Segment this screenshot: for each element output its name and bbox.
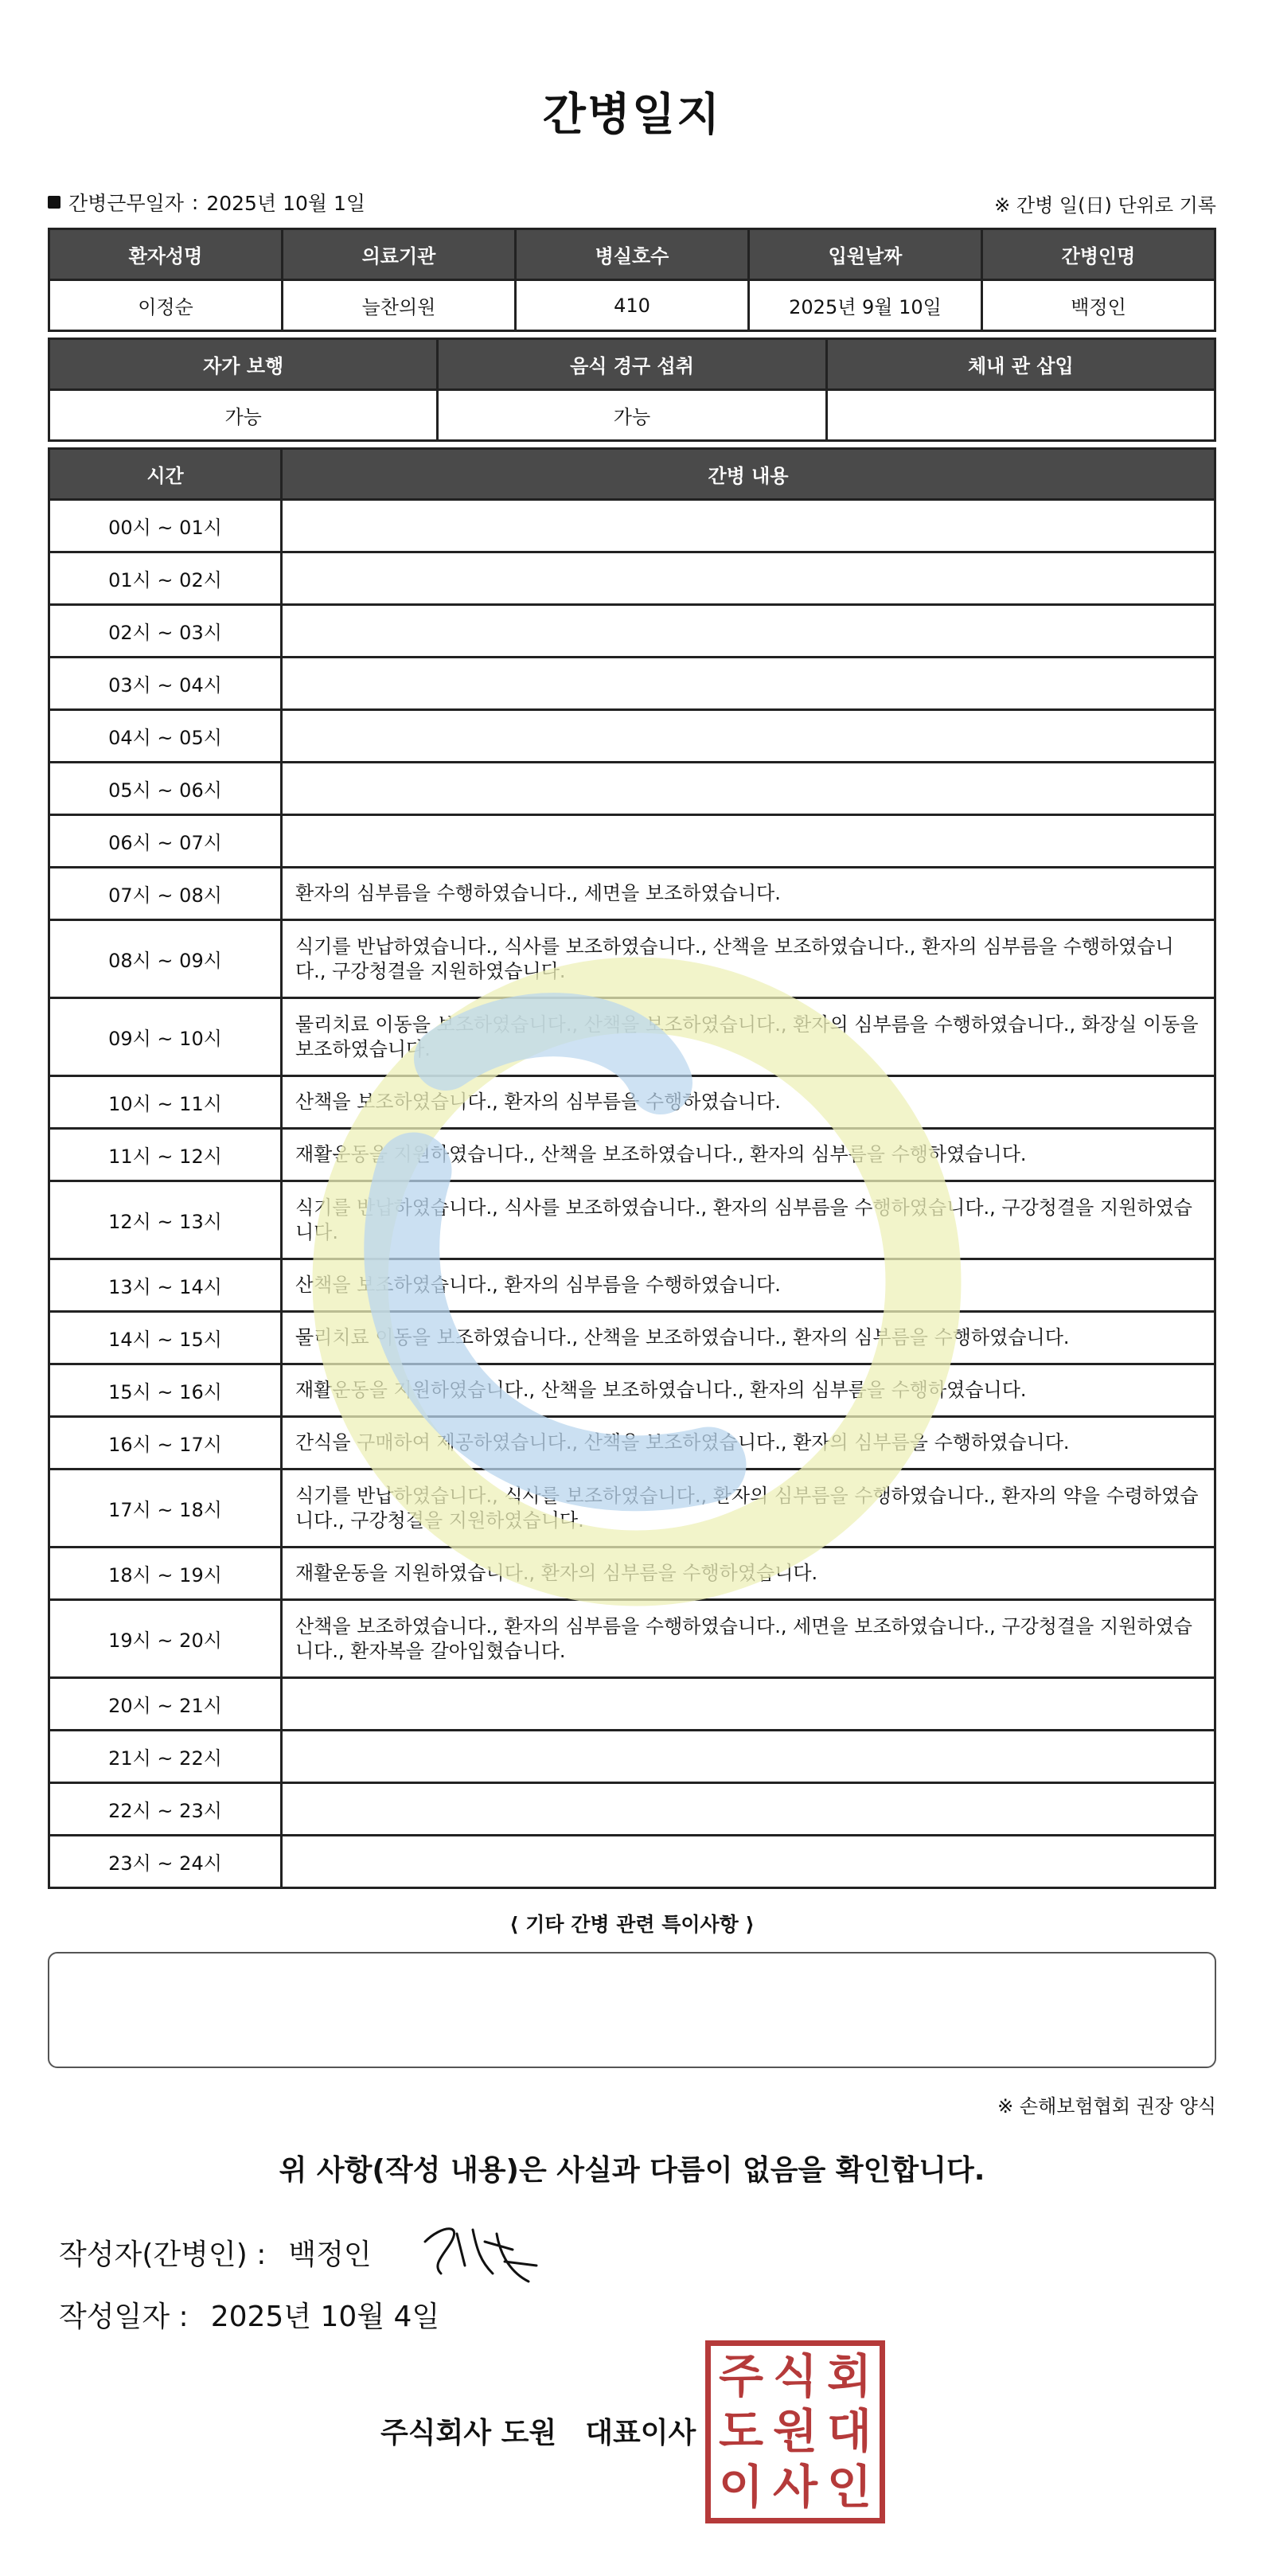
time-slot: 01시 ~ 02시 (49, 552, 282, 605)
care-content: 식기를 반납하였습니다., 식사를 보조하였습니다., 환자의 심부름을 수행하였습니다., 환자의 약을 수령하였습니다., 구강청결을 지원하였습니다. (282, 1469, 1215, 1548)
write-date-label: 작성일자 : (59, 2301, 189, 2333)
time-slot: 04시 ~ 05시 (49, 710, 282, 763)
time-slot: 21시 ~ 22시 (49, 1731, 282, 1783)
care-log-table (48, 447, 1216, 1889)
care-content: 물리치료 이동을 보조하였습니다., 산책을 보조하였습니다., 환자의 심부름을 수행하였습니다., 화장실 이동을 보조하였습니다. (282, 998, 1215, 1076)
care-content: 산책을 보조하였습니다., 환자의 심부름을 수행하였습니다. (282, 1076, 1215, 1129)
work-date-value: 2025년 10월 1일 (206, 192, 366, 215)
work-date-row (48, 188, 365, 217)
care-content: 재활운동을 지원하였습니다., 산책을 보조하였습니다., 환자의 심부름을 수행하였습니다. (282, 1364, 1215, 1417)
time-slot: 23시 ~ 24시 (49, 1836, 282, 1888)
header-tube-insertion: 체내 관 삽입 (826, 339, 1215, 390)
write-date-row (59, 2294, 439, 2335)
header-institution: 의료기관 (283, 229, 516, 280)
writer-name: 백정인 (288, 2238, 372, 2271)
patient-name: 이정순 (49, 280, 283, 331)
table-row (49, 1181, 1215, 1259)
writer-row (59, 2232, 372, 2273)
time-slot: 00시 ~ 01시 (49, 500, 282, 552)
table-row (49, 1076, 1215, 1129)
care-content (282, 500, 1215, 552)
table-row (49, 1469, 1215, 1548)
admission-date: 2025년 9월 10일 (749, 280, 982, 331)
table-row (49, 1312, 1215, 1364)
institution: 늘찬의원 (283, 280, 516, 331)
seal-char: 대 (826, 2404, 872, 2459)
table-row (49, 1259, 1215, 1312)
care-content: 산책을 보조하였습니다., 환자의 심부름을 수행하였습니다. (282, 1259, 1215, 1312)
time-slot: 07시 ~ 08시 (49, 868, 282, 920)
table-row (49, 1548, 1215, 1600)
company-seal-stamp (705, 2340, 885, 2523)
table-row (49, 1836, 1215, 1888)
time-slot: 15시 ~ 16시 (49, 1364, 282, 1417)
time-slot: 17시 ~ 18시 (49, 1469, 282, 1548)
table-row (49, 1783, 1215, 1836)
time-slot: 16시 ~ 17시 (49, 1417, 282, 1469)
care-content (282, 1678, 1215, 1731)
seal-char: 주 (718, 2349, 764, 2403)
table-row (49, 605, 1215, 658)
care-content: 간식을 구매하여 제공하였습니다., 산책을 보조하였습니다., 환자의 심부름을 수행하였습니다. (282, 1417, 1215, 1469)
tube-insertion-value (826, 390, 1215, 441)
table-row (49, 1417, 1215, 1469)
care-content (282, 605, 1215, 658)
table-row (49, 868, 1215, 920)
work-date-label: 간병근무일자 (68, 192, 184, 215)
header-time: 시간 (49, 449, 282, 500)
care-content (282, 658, 1215, 710)
time-slot: 22시 ~ 23시 (49, 1783, 282, 1836)
special-notes-title: ⟨ 기타 간병 관련 특이사항 ⟩ (509, 1913, 755, 1936)
caregiver-name: 백정인 (982, 280, 1215, 331)
care-content (282, 1783, 1215, 1836)
seal-char: 도 (718, 2404, 764, 2459)
table-row (49, 658, 1215, 710)
patient-ability-table (48, 338, 1216, 442)
care-content: 식기를 반납하였습니다., 식사를 보조하였습니다., 환자의 심부름을 수행하였습니다., 구강청결을 지원하였습니다. (282, 1181, 1215, 1259)
header-patient-name: 환자성명 (49, 229, 283, 280)
care-content (282, 1731, 1215, 1783)
writer-label: 작성자(간병인) : (59, 2238, 267, 2271)
care-content (282, 815, 1215, 868)
header-oral-intake: 음식 경구 섭취 (438, 339, 826, 390)
time-slot: 03시 ~ 04시 (49, 658, 282, 710)
table-row (49, 1364, 1215, 1417)
company-representative-title: 대표이사 (585, 2417, 696, 2449)
table-row (49, 500, 1215, 552)
care-content: 재활운동을 지원하였습니다., 산책을 보조하였습니다., 환자의 심부름을 수행하였습니다. (282, 1129, 1215, 1181)
time-slot: 12시 ~ 13시 (49, 1181, 282, 1259)
table-row (49, 1600, 1215, 1678)
recommend-note: ※ 손해보험협회 권장 양식 (997, 2095, 1216, 2117)
handwritten-signature (417, 2218, 544, 2289)
care-content (282, 1836, 1215, 1888)
care-content (282, 763, 1215, 815)
table-row (49, 1731, 1215, 1783)
record-unit-note: ※ 간병 일(日) 단위로 기록 (994, 194, 1216, 217)
care-content: 식기를 반납하였습니다., 식사를 보조하였습니다., 산책을 보조하였습니다., 환자의 심부름을 수행하였습니다., 구강청결을 지원하였습니다. (282, 920, 1215, 998)
header-room-number: 병실호수 (516, 229, 749, 280)
care-content: 환자의 심부름을 수행하였습니다., 세면을 보조하였습니다. (282, 868, 1215, 920)
company-row (380, 2410, 696, 2451)
seal-char: 회 (826, 2349, 872, 2403)
header-admission-date: 입원날짜 (749, 229, 982, 280)
time-slot: 20시 ~ 21시 (49, 1678, 282, 1731)
special-notes-box (48, 1952, 1216, 2068)
seal-char: 사 (772, 2459, 818, 2514)
table-row (49, 763, 1215, 815)
care-content: 산책을 보조하였습니다., 환자의 심부름을 수행하였습니다., 세면을 보조하였습니다., 구강청결을 지원하였습니다., 환자복을 갈아입혔습니다. (282, 1600, 1215, 1678)
oral-intake-value: 가능 (438, 390, 826, 441)
square-bullet-icon (48, 196, 60, 209)
care-content (282, 552, 1215, 605)
time-slot: 02시 ~ 03시 (49, 605, 282, 658)
care-content: 물리치료 이동을 보조하였습니다., 산책을 보조하였습니다., 환자의 심부름을 수행하였습니다. (282, 1312, 1215, 1364)
seal-char: 식 (772, 2349, 818, 2403)
table-row (49, 815, 1215, 868)
time-slot: 08시 ~ 09시 (49, 920, 282, 998)
work-date-separator: : (191, 190, 199, 214)
seal-char: 원 (772, 2404, 818, 2459)
time-slot: 14시 ~ 15시 (49, 1312, 282, 1364)
time-slot: 06시 ~ 07시 (49, 815, 282, 868)
header-self-walking: 자가 보행 (49, 339, 438, 390)
table-row (49, 1129, 1215, 1181)
seal-char: 인 (826, 2459, 872, 2514)
seal-char: 이 (718, 2459, 764, 2514)
page-title: 간병일지 (542, 89, 722, 141)
time-slot: 09시 ~ 10시 (49, 998, 282, 1076)
table-row (49, 710, 1215, 763)
patient-info-table (48, 228, 1216, 332)
table-row (49, 552, 1215, 605)
time-slot: 11시 ~ 12시 (49, 1129, 282, 1181)
time-slot: 19시 ~ 20시 (49, 1600, 282, 1678)
care-content (282, 710, 1215, 763)
time-slot: 10시 ~ 11시 (49, 1076, 282, 1129)
confirmation-statement: 위 사항(작성 내용)은 사실과 다름이 없음을 확인합니다. (279, 2154, 985, 2187)
care-content: 재활운동을 지원하였습니다., 환자의 심부름을 수행하였습니다. (282, 1548, 1215, 1600)
write-date-value: 2025년 10월 4일 (210, 2301, 440, 2333)
time-slot: 18시 ~ 19시 (49, 1548, 282, 1600)
time-slot: 13시 ~ 14시 (49, 1259, 282, 1312)
room-number: 410 (516, 280, 749, 331)
table-row (49, 998, 1215, 1076)
header-caregiver-name: 간병인명 (982, 229, 1215, 280)
header-care-content: 간병 내용 (282, 449, 1215, 500)
table-row (49, 920, 1215, 998)
company-name: 주식회사 도원 (380, 2417, 557, 2449)
table-row (49, 1678, 1215, 1731)
time-slot: 05시 ~ 06시 (49, 763, 282, 815)
self-walking-value: 가능 (49, 390, 438, 441)
